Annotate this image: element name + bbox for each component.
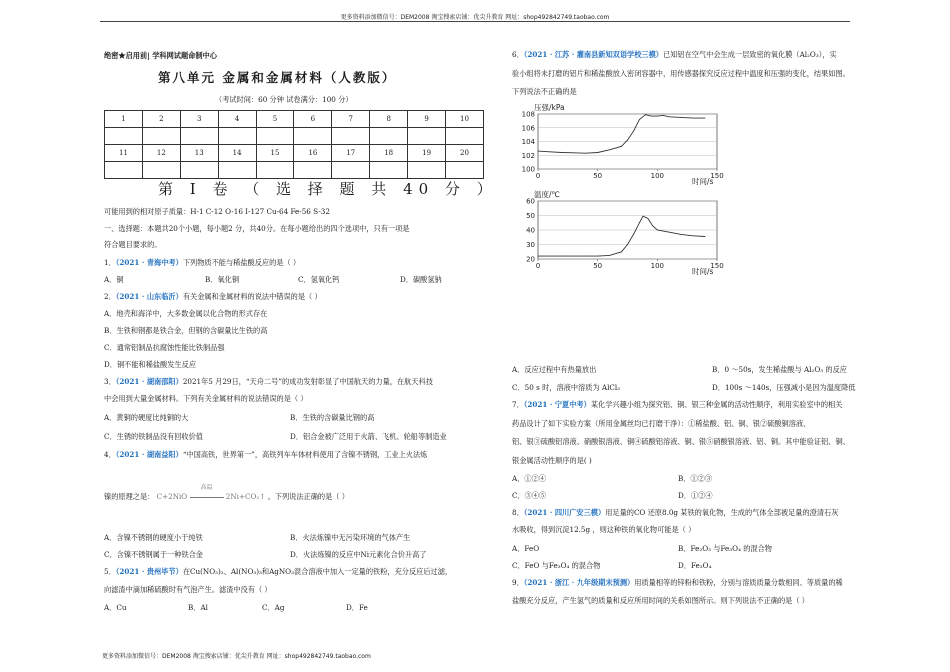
- answer-grid-num: 10: [446, 111, 484, 128]
- q3-option-a[interactable]: A．黄铜的硬度比纯铜的大: [104, 413, 189, 422]
- answer-grid-num: 14: [218, 145, 256, 162]
- data-point: [597, 152, 598, 153]
- answer-grid-num: 18: [370, 145, 408, 162]
- q7-option-d[interactable]: D．①②④: [678, 491, 713, 500]
- question-2: 2．（2021 · 山东临沂）有关金属和金属材料的说法中错误的是（ ）: [104, 292, 322, 301]
- y-tick-label: 50: [526, 212, 535, 220]
- q8-option-a[interactable]: A．FeO: [512, 544, 540, 553]
- y-tick-label: 104: [521, 138, 535, 146]
- x-tick-label: 150: [710, 172, 724, 180]
- answer-grid-num: 16: [294, 145, 332, 162]
- pressure-chart: [512, 100, 732, 185]
- header-divider: [100, 21, 850, 22]
- data-point: [609, 255, 610, 256]
- x-tick-label: 150: [710, 262, 724, 270]
- y-tick-label: 102: [521, 151, 535, 160]
- answer-grid-num: 20: [446, 145, 484, 162]
- question-7-line-4: 银金属活动性顺序的是( ): [512, 456, 592, 465]
- q7-option-a[interactable]: A．①②④: [512, 474, 546, 483]
- y-tick-label: 30: [526, 241, 535, 249]
- q3-option-c[interactable]: C．生锈的铁制品没有回收价值: [104, 432, 203, 441]
- q7-option-b[interactable]: B．①②③: [678, 474, 713, 483]
- instructions-line-1: 一、选择题：本题共20个小题，每小题2 分，共40分。在每小题给出的四个选项中，只有一项是: [104, 224, 410, 233]
- answer-grid-row-1: [105, 111, 484, 128]
- secret-label: 绝密★启用前| 学科网试题命制中心: [104, 51, 217, 60]
- answer-grid-num: 19: [408, 145, 446, 162]
- answer-grid-blank: [105, 128, 484, 145]
- answer-grid-num: 6: [294, 111, 332, 128]
- data-point: [669, 232, 670, 233]
- data-point: [639, 119, 640, 120]
- data-point: [705, 118, 706, 119]
- x-tick-label: 0: [535, 262, 541, 270]
- data-point: [633, 131, 634, 132]
- question-6: 6．（2021 · 江苏 · 灌南县新知双语学校三模）已知铝在空气中会生成一层致密的氧化膜（Al₂O₃），实: [512, 50, 837, 59]
- footer-ad: 更多资料添加微信号：DEM2008 淘宝搜索店铺：优尖升教育 网址：shop492842749.taobao.com: [102, 653, 371, 660]
- data-point: [627, 244, 628, 245]
- q5-option-b[interactable]: B．Al: [188, 603, 208, 612]
- data-point: [538, 151, 539, 152]
- answer-grid-num: 9: [408, 111, 446, 128]
- q8-option-b[interactable]: B．Fe₂O₃ 与Fe₃O₄ 的混合物: [678, 544, 772, 553]
- q4-option-b[interactable]: B．火法炼镍中无污染环境的气体产生: [290, 533, 411, 542]
- answer-grid-num: 2: [142, 111, 180, 128]
- exam-info: （考试时间：60 分钟 试卷满分：100 分）: [215, 95, 353, 104]
- question-9-line-2: 盐酸充分反应，产生氢气的质量和反应所用时间的关系如图所示。则下列说法不正确的是（ ）: [512, 596, 809, 605]
- x-tick-label: 0: [535, 172, 541, 180]
- question-9: 9．（2021 · 浙江 · 九年级期末预测）用质量相等的锌粉和铁粉，分别与溶质质量分数相同、等质量的稀: [512, 578, 843, 587]
- q1-option-a[interactable]: A．铜: [104, 275, 124, 284]
- answer-grid-num: 7: [332, 111, 370, 128]
- q1-option-c[interactable]: C．氢氧化钙: [298, 275, 340, 284]
- question-6-line-2: 验小组将未打磨的铝片和稀盐酸放入密闭容器中，用传感器探究反应过程中温度和压强的变化，结果如图。: [512, 69, 850, 78]
- question-3-line-2: 中会用到大量金属材料。下列有关金属材料的说法错误的是（ ）: [104, 394, 308, 403]
- temperature-chart: [512, 187, 732, 275]
- data-point: [693, 235, 694, 236]
- q1-option-b[interactable]: B．氧化铜: [205, 275, 240, 284]
- q2-option-b[interactable]: B．生铁和钢都是铁合金，但钢的含碳量比生铁的高: [104, 326, 268, 335]
- x-tick-label: 50: [593, 262, 603, 270]
- answer-grid: [104, 110, 484, 179]
- q2-option-c[interactable]: C．通常铝制品抗腐蚀性能比铁制品强: [104, 343, 225, 352]
- data-point: [663, 115, 664, 116]
- question-5: 5．（2021 · 贵州毕节）在Cu(NO₃)₂、Al(NO₃)₃和AgNO₃混合溶液中加入一定量的铁粉，充分反应后过滤，: [104, 567, 453, 576]
- answer-grid-num: 13: [180, 145, 218, 162]
- page-title: 第八单元 金属和金属材料（人教版）: [158, 70, 397, 85]
- q3-option-b[interactable]: B．生铁的含碳量比钢的高: [290, 413, 375, 422]
- q6-option-a[interactable]: A．反应过程中有热量放出: [512, 365, 597, 374]
- y-tick-label: 20: [526, 255, 535, 264]
- instructions-line-2: 符合题目要求的。: [104, 240, 162, 249]
- answer-grid-num: 5: [256, 111, 294, 128]
- question-8-line-2: 水吸收，得到沉淀12.5g ，则这种铁的氧化物可能是（ ）: [512, 525, 696, 534]
- y-tick-label: 106: [521, 124, 535, 133]
- data-point: [705, 236, 706, 237]
- data-point: [681, 234, 682, 235]
- data-point: [693, 118, 694, 119]
- answer-grid-num: 3: [180, 111, 218, 128]
- question-4-line-2: 镍的原理之是： C+2NiO 高温 2Ni+CO₂↑ 。下列说法正确的是（ ）: [104, 484, 349, 501]
- q5-option-d[interactable]: D．Fe: [346, 603, 368, 612]
- question-8: 8．（2021 · 四川广安三模）用足量的CO 还原8.0g 某铁的氧化物，生成的气体全部被足量的澄清石灰: [512, 508, 839, 517]
- data-point: [652, 225, 653, 226]
- q2-option-d[interactable]: D．铜不能和稀盐酸发生反应: [104, 360, 197, 369]
- answer-grid-num: 4: [218, 111, 256, 128]
- question-7-line-2: 药品设计了如下实验方案（所用金属丝均已打磨干净）：①稀盐酸、铝、铜、银②硫酸铜溶液、: [512, 419, 811, 428]
- data-point: [621, 251, 622, 252]
- data-point: [627, 140, 628, 141]
- data-point: [657, 230, 658, 231]
- data-point: [633, 234, 634, 235]
- q8-option-c[interactable]: C．FeO 与Fe₃O₄ 的混合物: [512, 561, 601, 570]
- x-tick-label: 100: [650, 172, 665, 180]
- header-ad: 更多资料添加微信号：DEM2008 淘宝搜索店铺：优尖升教育 网址：shop492842749.taobao.com: [340, 14, 610, 21]
- question-7-line-3: 铝、银③硫酸铝溶液、硝酸银溶液、铜④硫酸铝溶液、铜、银⑤硝酸银溶液、铝、铜。其中能验证铝、铜、: [512, 437, 850, 446]
- q1-option-d[interactable]: D．碳酸氢钠: [400, 275, 442, 284]
- x-tick-label: 100: [650, 262, 665, 270]
- data-point: [657, 116, 658, 117]
- answer-grid-row-2: [105, 145, 484, 162]
- y-axis-label: 温度/℃: [534, 190, 560, 199]
- y-axis-label: 压强/kPa: [534, 103, 565, 112]
- question-3: 3．（2021 · 湖南邵阳）2021年5 月29日，“天舟二号”的成功发射彰显了中国航天的力量，在航天科技: [104, 377, 433, 386]
- x-axis-label: 时间/s: [692, 267, 714, 275]
- q8-option-d[interactable]: D．Fe₃O₄: [678, 561, 712, 570]
- question-4: 4．（2021 · 湖南益阳）“中国高铁，世界第一”，高铁列车车体材料使用了含镍不锈钢，工业上火法炼: [104, 450, 428, 459]
- atomic-masses: 可能用到的相对原子质量：H-1 C-12 O-16 I-127 Cu-64 Fe-56 S-32: [104, 207, 330, 216]
- data-point: [550, 151, 551, 152]
- y-tick-label: 60: [526, 197, 535, 206]
- data-point: [643, 216, 644, 217]
- x-axis-label: 时间/s: [692, 177, 714, 185]
- section-title: 第 Ⅰ 卷 （ 选 择 题 共 40 分 ）: [158, 180, 498, 198]
- answer-grid-num: 8: [370, 111, 408, 128]
- q5-option-a[interactable]: A．Cu: [104, 603, 127, 612]
- data-point: [573, 152, 574, 153]
- data-point: [538, 256, 539, 257]
- q6-option-d[interactable]: D．100s ～140s，压强减小是因为温度降低: [712, 383, 856, 392]
- q4-option-c[interactable]: C．含镍不锈钢属于一种铁合金: [104, 550, 203, 559]
- q7-option-c[interactable]: C．③④⑤: [512, 491, 547, 500]
- answer-grid-num: 15: [256, 145, 294, 162]
- data-point: [669, 116, 670, 117]
- answer-grid-blank: [105, 162, 484, 179]
- x-tick-label: 50: [593, 172, 603, 180]
- q4-option-a[interactable]: A．含镍不锈钢的硬度小于纯铁: [104, 533, 203, 542]
- data-point: [585, 153, 586, 154]
- data-point: [645, 114, 646, 115]
- q5-option-c[interactable]: C．Ag: [262, 603, 285, 612]
- data-point: [561, 152, 562, 153]
- answer-grid-num: 12: [142, 145, 180, 162]
- question-7: 7．（2021 · 宁夏中考）某化学兴趣小组为探究铝、铜、银三种金属的活动性顺序，利用实验室中的相关: [512, 400, 843, 409]
- answer-grid-num: 17: [332, 145, 370, 162]
- y-tick-label: 100: [521, 165, 535, 174]
- question-5-line-2: 向滤渣中滴加稀硫酸时有气泡产生。滤渣中没有（ ）: [104, 585, 272, 594]
- data-point: [681, 117, 682, 118]
- question-6-line-3: 下列说法不正确的是: [512, 87, 577, 96]
- q4-option-d[interactable]: D．火法炼镍的反应中Ni元素化合价升高了: [290, 550, 427, 559]
- answer-grid-num: 11: [105, 145, 143, 162]
- data-point: [621, 146, 622, 147]
- q3-option-d[interactable]: D．铝合金被广泛用于火箭、飞机、轮船等制造业: [290, 432, 447, 441]
- y-tick-label: 40: [526, 226, 535, 235]
- data-point: [609, 149, 610, 150]
- data-point: [585, 256, 586, 257]
- y-tick-label: 108: [521, 110, 535, 119]
- data-point: [597, 256, 598, 257]
- q6-option-c[interactable]: C．50 s 时，溶液中溶质为 AlCl₃: [512, 383, 621, 392]
- data-point: [647, 218, 648, 219]
- q6-option-b[interactable]: B．0 ～50s，发生稀盐酸与 Al₂O₃ 的反应: [712, 365, 847, 374]
- data-point: [561, 256, 562, 257]
- q2-option-a[interactable]: A．地壳和海洋中，大多数金属以化合物的形式存在: [104, 309, 268, 318]
- answer-grid-num: 1: [105, 111, 143, 128]
- data-point: [651, 116, 652, 117]
- question-1: 1．（2021 · 青海中考）下列物质不能与稀盐酸反应的是（ ）: [104, 258, 301, 267]
- data-point: [639, 222, 640, 223]
